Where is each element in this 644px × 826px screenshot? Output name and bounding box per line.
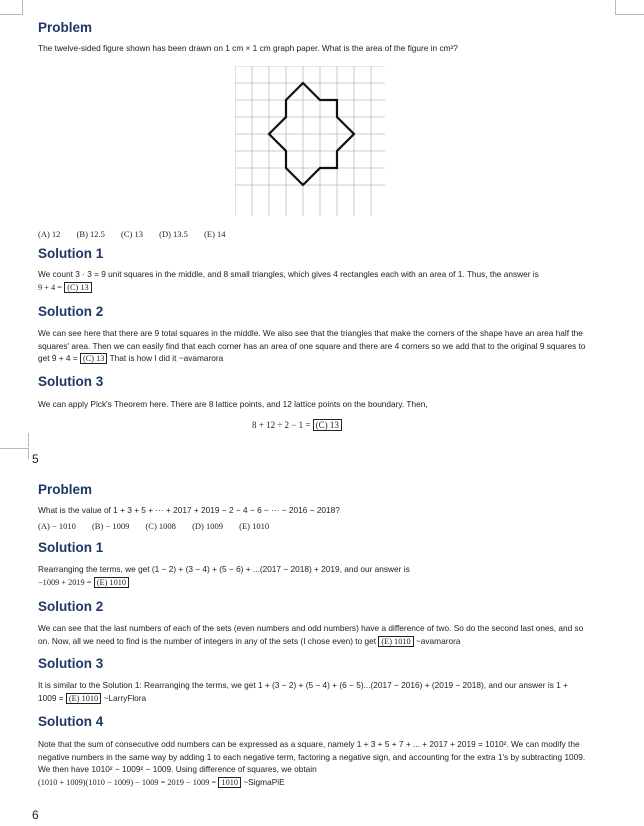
- page-number: 6: [32, 808, 39, 822]
- choice-a: (A) − 1010: [38, 521, 76, 531]
- answer-box: (E) 1010: [94, 577, 129, 588]
- solution-1-heading: Solution 1: [38, 246, 104, 261]
- choice-a: (A) 12: [38, 229, 61, 239]
- solution-3-text: We can apply Pick's Theorem here. There are 8 lattice points, and 12 lattice points on the boundary. Then,: [38, 399, 428, 409]
- crop-mark-left-b: [0, 448, 29, 459]
- solution-2-heading: Solution 2: [38, 599, 104, 614]
- choice-b: (B) 12.5: [76, 229, 105, 239]
- choice-d: (D) 13.5: [159, 229, 188, 239]
- answer-box: (E) 1010: [66, 693, 101, 704]
- answer-box: (C) 13: [80, 353, 107, 364]
- problem-heading: Problem: [38, 20, 93, 35]
- choice-c: (C) 13: [121, 229, 143, 239]
- solution-1-heading: Solution 1: [38, 540, 104, 555]
- solution-1-text: We count 3 · 3 = 9 unit squares in the middle, and 8 small triangles, which gives 4 rectangles each with an area of 1. Thus, the answer is 9 + 4 = (C) 13: [38, 269, 539, 292]
- solution-1-text: Rearranging the terms, we get (1 − 2) + (3 − 4) + (5 − 6) + ...(2017 − 2018) + 2019, and our answer is −1009 + 2019 = (E) 1010: [38, 564, 410, 587]
- problem-text: What is the value of 1 + 3 + 5 + ··· + 2017 + 2019 − 2 − 4 − 6 − ··· − 2016 − 2018?: [38, 505, 340, 515]
- solution-2-text: We can see that the last numbers of each of the sets (even numbers and odd numbers) have a difference of two. So do the second last ones, and so on. Now, all we need to find is the number of integers in any of the sets (I chose even) to get (E) 1010 ~avamarora: [38, 623, 584, 646]
- twelve-sided-figure-diagram: [235, 66, 385, 216]
- problem-text: The twelve-sided figure shown has been drawn on 1 cm × 1 cm graph paper. What is the area of the figure in cm²?: [38, 43, 458, 53]
- page-number: 5: [32, 452, 39, 466]
- solution-4-text: Note that the sum of consecutive odd numbers can be expressed as a square, namely 1 + 3 + 5 + 7 + ... + 2017 + 2019 = 1010². We can modify the negative numbers in the same way by adding 1 to each negative term, factoring a negative sign, and accounting for the extra 1's by subtracting 1009. We then have 1010² − 1009² − 1009. Using difference of squares, we obtain (1010 + 1009)(1010 − 1009) − 1009 = 2019 − 1009 = 1010 ~SigmaPiE: [38, 739, 586, 787]
- answer-box: 1010: [218, 777, 241, 788]
- answer-box: (E) 1010: [378, 636, 413, 647]
- solution-2-heading: Solution 2: [38, 304, 104, 319]
- crop-mark-top-left: [0, 0, 23, 15]
- choice-e: (E) 1010: [239, 521, 270, 531]
- solution-3-heading: Solution 3: [38, 374, 104, 389]
- choice-d: (D) 1009: [192, 521, 223, 531]
- crop-mark-top-right: [615, 0, 644, 15]
- solution-2-text: We can see here that there are 9 total squares in the middle. We also see that the triangles that make the corners of the shape have an area half the squares' area. Then we can easily find that each corner has an area of one square and there are 4 corners so we add that to the original 9 squares to get 9 + 4 = (C) 13 That is how I did it ~avamarora: [38, 328, 586, 363]
- crop-mark-left-a: [0, 433, 29, 447]
- solution-3-text: It is similar to the Solution 1: Rearranging the terms, we get 1 + (3 − 2) + (5 − 4) + (6 − 5)...(2017 − 2016) + (2019 − 2018), and our answer is 1 + 1009 = (E) 1010 ~LarryFlora: [38, 680, 568, 703]
- answer-choices: [38, 229, 240, 239]
- answer-choices: [38, 521, 283, 531]
- solution-4-heading: Solution 4: [38, 714, 104, 729]
- answer-box: (C) 13: [313, 419, 342, 431]
- choice-c: (C) 1008: [145, 521, 176, 531]
- solution-3-heading: Solution 3: [38, 656, 104, 671]
- picks-equation: 8 + 12 ÷ 2 − 1 = (C) 13: [252, 420, 342, 430]
- choice-b: (B) − 1009: [91, 521, 130, 531]
- problem-heading: Problem: [38, 482, 93, 497]
- choice-e: (E) 14: [204, 229, 226, 239]
- answer-box: (C) 13: [64, 282, 91, 293]
